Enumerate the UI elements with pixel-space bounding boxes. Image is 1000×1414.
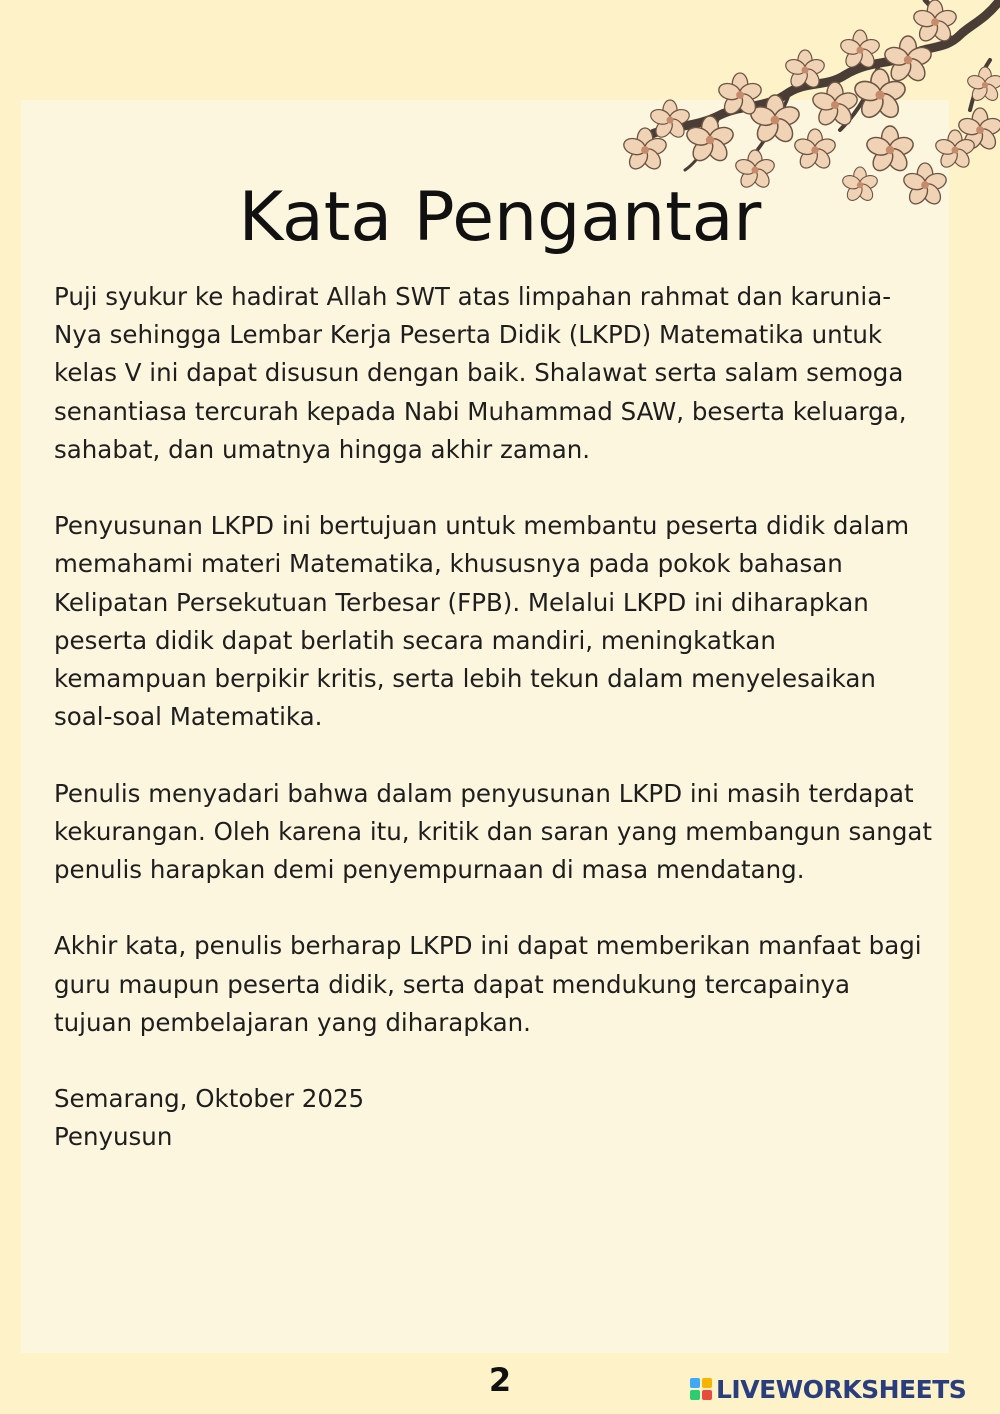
paragraph: Penyusunan LKPD ini bertujuan untuk membantu peserta didik dalam memahami materi Matematika, khususnya pada pokok bahasan Kelipatan Persekutuan Terbesar (FPB). Melalui LKPD ini diharapkan peserta didik dapat berlatih secara mandiri, meningkatkan kemampuan berpikir kritis, serta lebih tekun dalam menyelesaikan soal-soal Matematika. [54,511,910,732]
paragraph: Penulis menyadari bahwa dalam penyusunan LKPD ini masih terdapat kekurangan. Oleh karena itu, kritik dan saran yang membangun sangat penulis harapkan demi penyempurnaan di masa mendatang. [54,778,933,885]
signature-role: Penyusun [54,1122,173,1152]
brand-name: LIVEWORKSHEETS [716,1374,967,1404]
page-title: Kata Pengantar [238,178,762,257]
paragraph: Puji syukur ke hadirat Allah SWT atas limpahan rahmat dan karunia-Nya sehingga Lembar Kerja Peserta Didik (LKPD) Matematika untuk kelas V ini dapat disusun dengan baik. Shalawat serta salam semoga senantiasa tercurah kepada Nabi Muhammad SAW, beserta keluarga, sahabat, dan umatnya hingga akhir zaman. [54,282,907,464]
liveworksheets-brand [690,1372,966,1406]
page-number: 2 [488,1361,512,1399]
signature-block [54,1080,934,1156]
signature-place-date: Semarang, Oktober 2025 [54,1084,365,1114]
liveworksheets-logo-icon [690,1378,712,1400]
paragraph: Akhir kata, penulis berharap LKPD ini dapat memberikan manfaat bagi guru maupun peserta didik, serta dapat mendukung tercapainya tujuan pembelajaran yang diharapkan. [54,931,922,1037]
body-text [54,278,934,1157]
